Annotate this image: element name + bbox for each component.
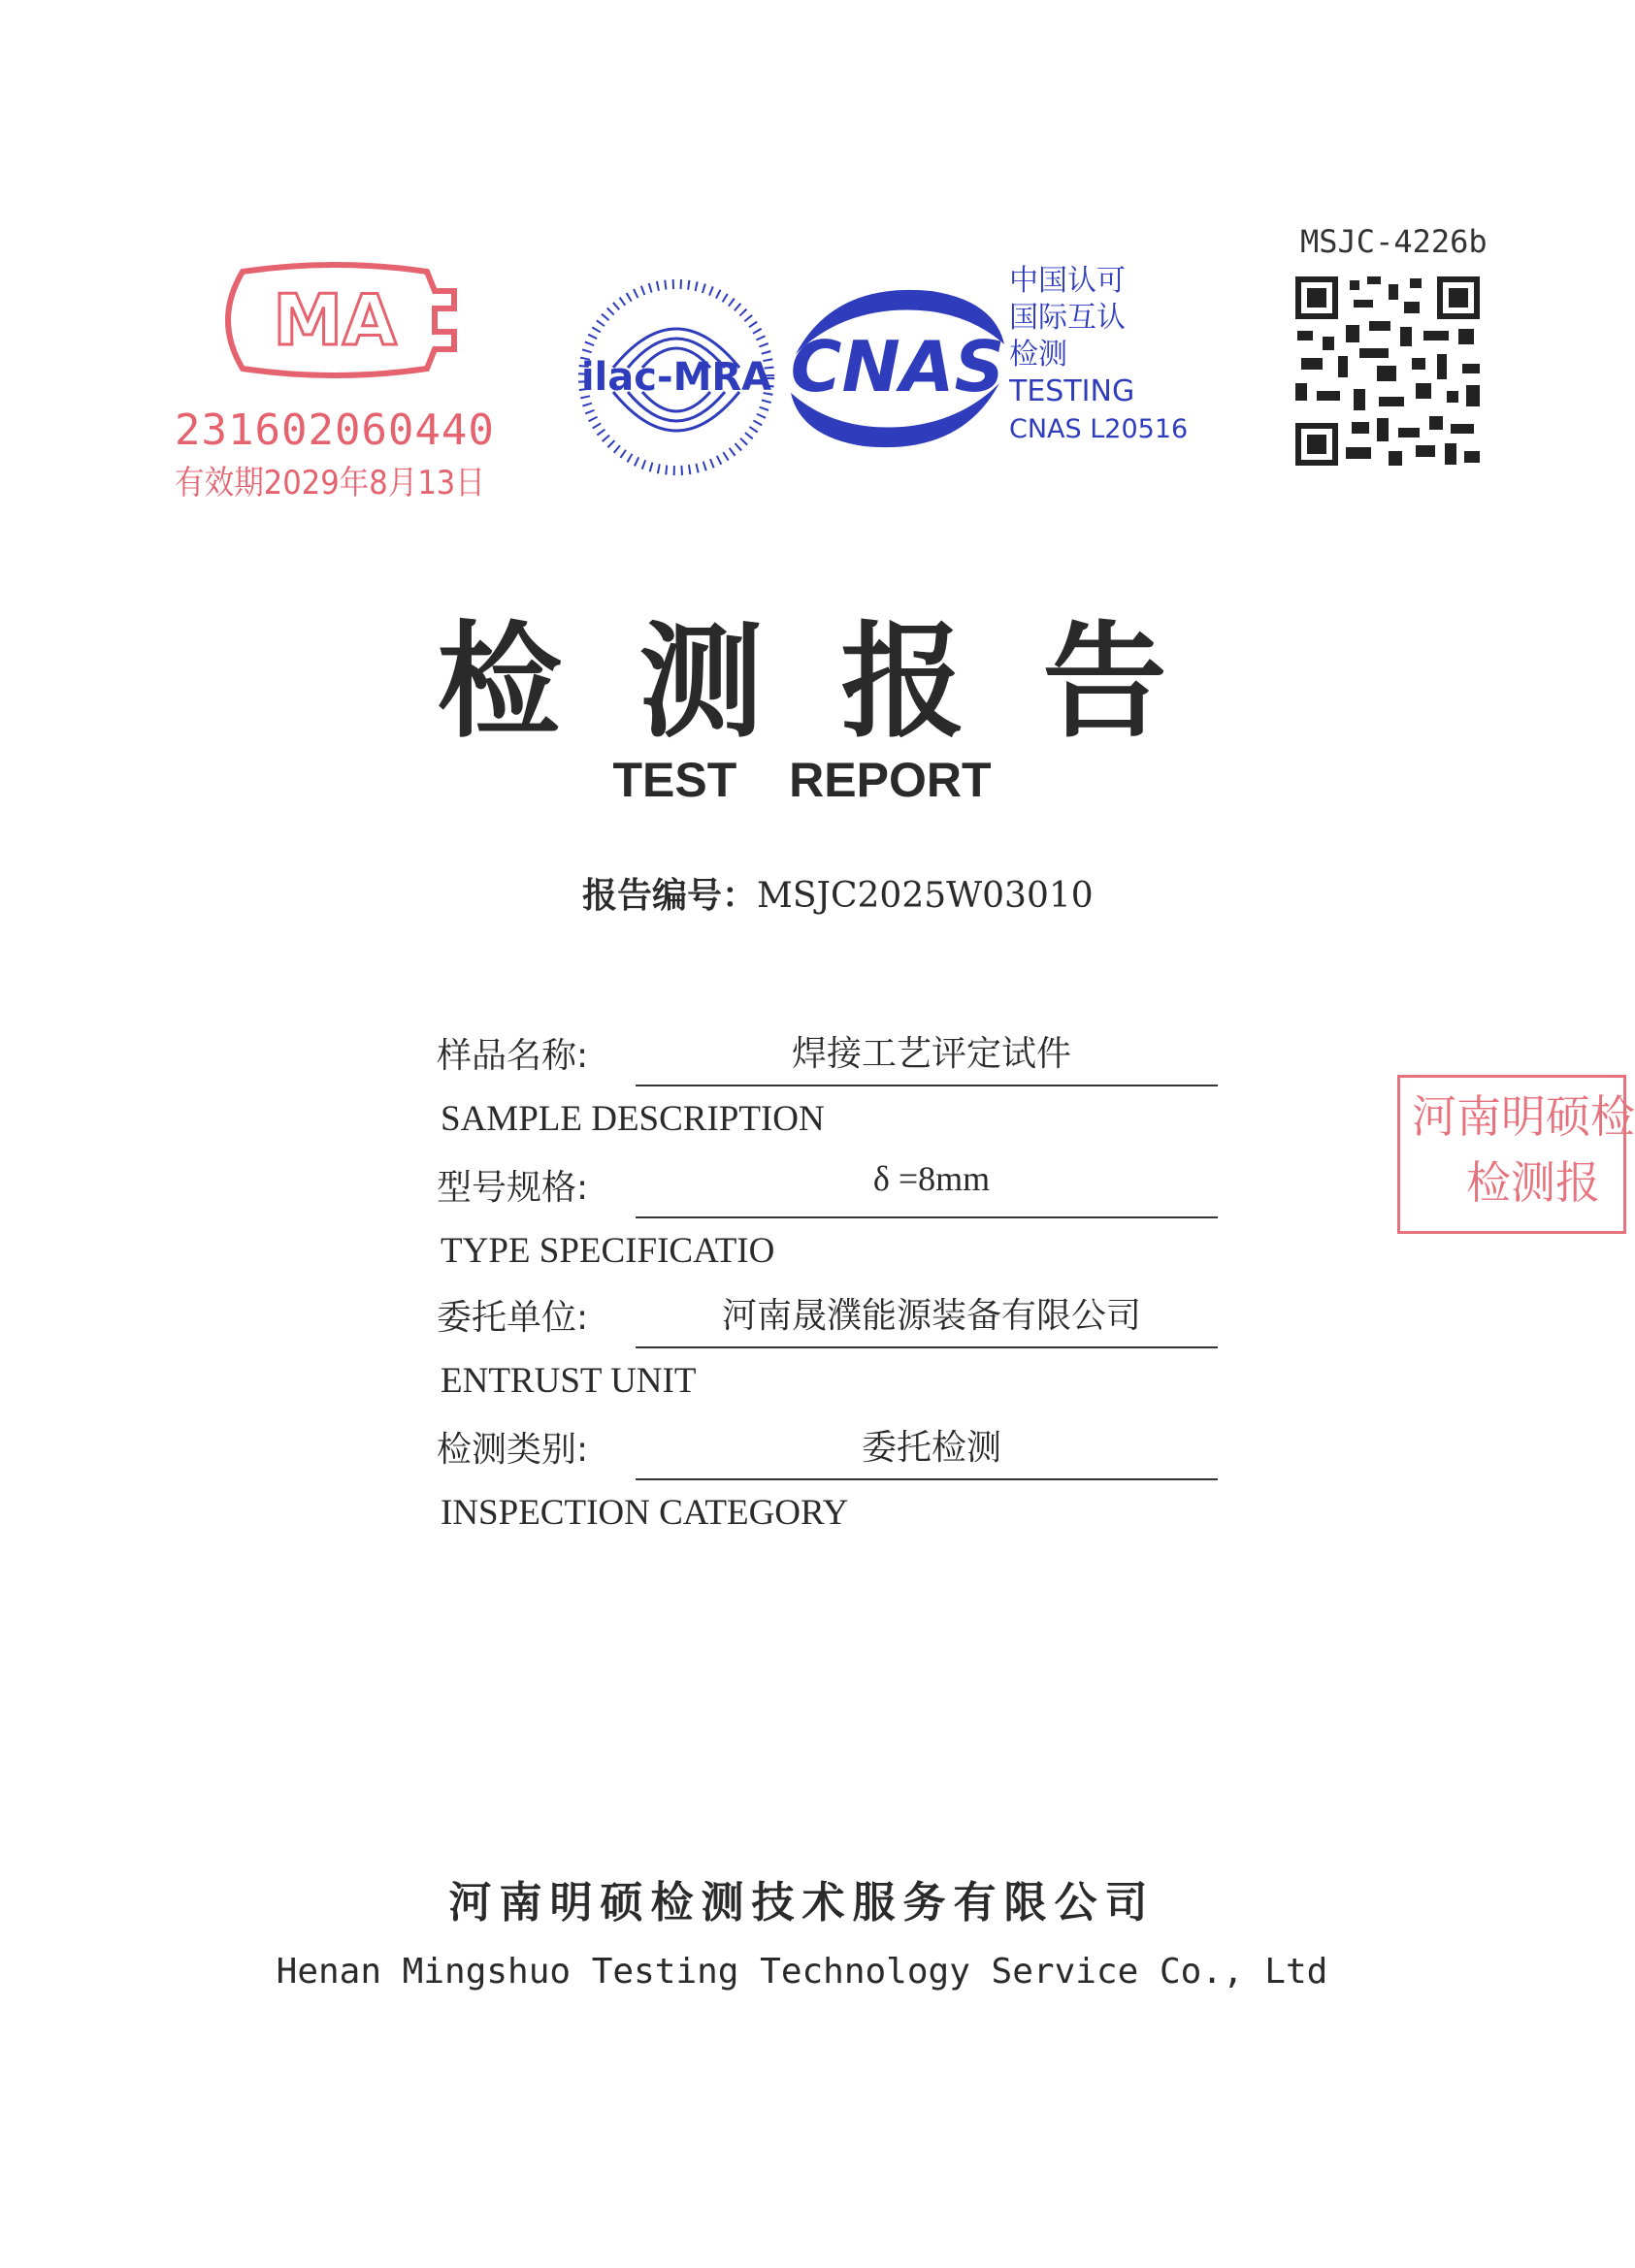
field-value: 焊接工艺评定试件 [791,1034,1071,1074]
field-underline [636,1478,1218,1480]
cma-validity: 有效期2029年8月13日 [175,464,485,502]
page-title-cn: 检测报告 [437,609,1245,755]
field-value: 河南晟濮能源装备有限公司 [721,1296,1141,1336]
cnas-cn-line2: 国际互认 [1009,301,1126,335]
company-name-cn: 河南明硕检测技术服务有限公司 [448,1878,1156,1928]
field-label-cn: 委托单位: [437,1298,589,1338]
qr-code-icon [1295,276,1480,466]
field-sample-description [437,1028,1223,1154]
field-type-specification [437,1160,1223,1286]
field-entrust-unit [437,1290,1223,1416]
cnas-en-line: TESTING [1009,374,1135,408]
cnas-logo [776,276,1019,461]
report-number-label: 报告编号： [582,876,758,916]
field-label-en: SAMPLE DESCRIPTION [441,1099,825,1139]
svg-text:MA: MA [273,279,397,361]
field-label-en: INSPECTION CATEGORY [441,1493,849,1533]
cnas-cn-line1: 中国认可 [1009,264,1126,298]
report-number-value: MSJC2025W03010 [757,876,1094,916]
field-value: δ =8mm [872,1159,991,1198]
cnas-cn-line3: 检测 [1009,338,1067,372]
document-code: MSJC-4226b [1300,223,1488,260]
field-underline [636,1216,1218,1218]
stamp-line1: 河南明硕检 [1412,1090,1635,1143]
field-underline [636,1346,1218,1348]
field-label-en: ENTRUST UNIT [441,1361,697,1401]
field-label-en: TYPE SPECIFICATIO [441,1231,775,1271]
company-name-en: Henan Mingshuo Testing Technology Service Co., Ltd [276,1952,1328,1992]
field-label-cn: 型号规格: [437,1168,589,1208]
stamp-line2: 检测报 [1466,1156,1600,1209]
company-seal-stamp [1397,1075,1635,1234]
report-number [582,868,1094,918]
cnas-swoosh-icon [776,276,1019,461]
cma-number: 231602060440 [175,405,495,455]
field-label-cn: 样品名称: [437,1036,589,1076]
ilac-globe-icon [574,275,778,479]
svg-text:CNAS: CNAS [790,326,1005,407]
cma-logo-icon [204,262,466,378]
cnas-caption [1009,264,1189,444]
field-label-cn: 检测类别: [437,1430,589,1470]
svg-text:ilac-MRA: ilac-MRA [580,355,772,400]
page-title-en: TEST REPORT [612,753,992,807]
ilac-mra-logo [574,275,778,479]
field-underline [636,1085,1218,1086]
cnas-license: CNAS L20516 [1009,414,1189,444]
field-value: 委托检测 [861,1428,1001,1468]
cma-mark [175,262,495,504]
field-inspection-category [437,1422,1223,1548]
